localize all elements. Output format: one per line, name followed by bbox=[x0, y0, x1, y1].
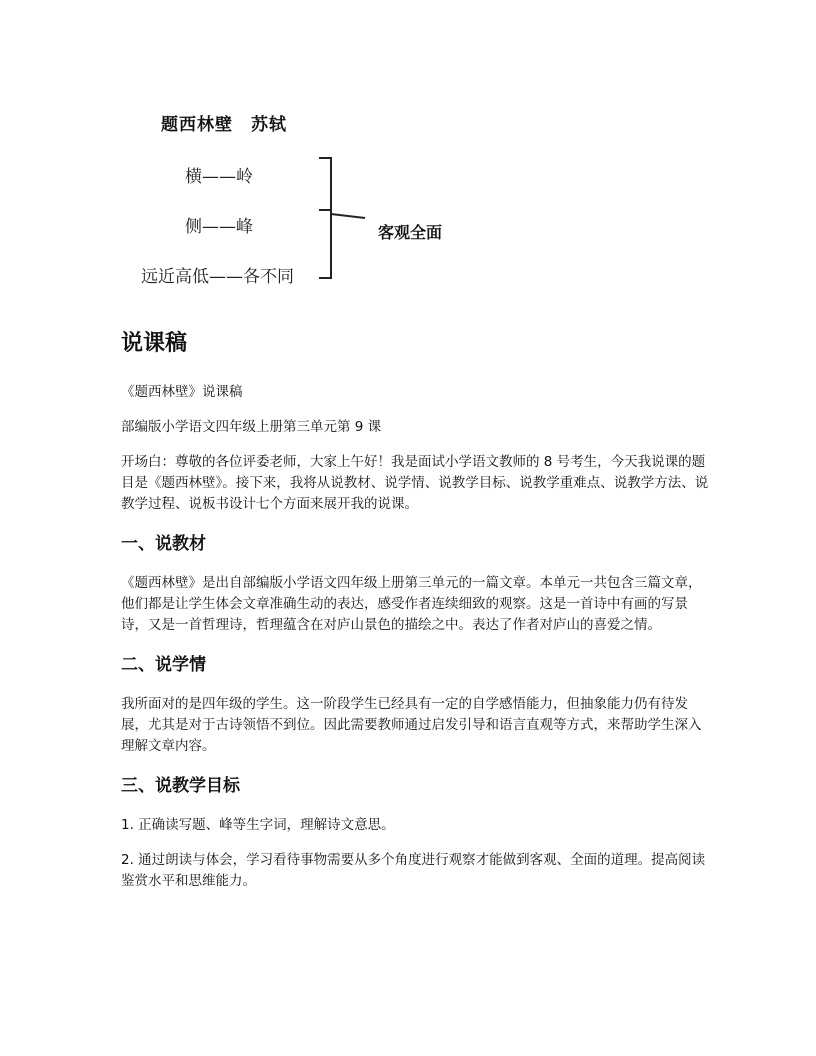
diagram-result: 客观全面 bbox=[378, 223, 443, 242]
diagram-row-1: 横——岭 bbox=[185, 167, 253, 187]
subtitle-paragraph: 《题西林壁》说课稿 bbox=[121, 384, 243, 400]
diagram-row-2: 侧——峰 bbox=[185, 217, 253, 237]
diagram-row-3: 远近高低——各不同 bbox=[141, 267, 294, 287]
section-paragraph: 2. 通过朗读与体会，学习看待事物需要从多个角度进行观察才能做到客观、全面的道理。提高阅读鉴赏水平和思维能力。 bbox=[121, 852, 706, 889]
opening-paragraph: 开场白：尊敬的各位评委老师，大家上午好！我是面试小学语文教师的 8 号考生，今天我说课的题目是《题西林壁》。接下来，我将从说教材、说学情、说教学目标、说教学重难点、说教学方法、说教学过程、说板书设计七个方面来展开我的说课。 bbox=[121, 454, 709, 512]
document-title: 说课稿 bbox=[121, 331, 188, 356]
section-heading: 二、说学情 bbox=[121, 655, 206, 675]
diagram-title: 题西林壁 苏轼 bbox=[161, 115, 287, 135]
section-paragraph: 《题西林壁》是出自部编版小学语文四年级上册第三单元的一篇文章。本单元一共包含三篇文章，他们都是让学生体会文章准确生动的表达，感受作者连续细致的观察。这是一首诗中有画的写景诗，又是一首哲理诗，哲理蕴含在对庐山景色的描绘之中。表达了作者对庐山的喜爱之情。 bbox=[121, 575, 702, 633]
section-heading: 一、说教材 bbox=[121, 534, 206, 554]
section-paragraph: 1. 正确读写题、峰等生字词，理解诗文意思。 bbox=[121, 817, 395, 833]
document-body bbox=[121, 328, 711, 906]
section-heading: 三、说教学目标 bbox=[121, 776, 240, 796]
poem-diagram bbox=[135, 100, 465, 290]
lesson-paragraph: 部编版小学语文四年级上册第三单元第 9 课 bbox=[121, 419, 382, 435]
section-paragraph: 我所面对的是四年级的学生。这一阶段学生已经具有一定的自学感悟能力，但抽象能力仍有待发展，尤其是对于古诗领悟不到位。因此需要教师通过启发引导和语言直观等方式，来帮助学生深入理解文章内容。 bbox=[121, 696, 702, 754]
